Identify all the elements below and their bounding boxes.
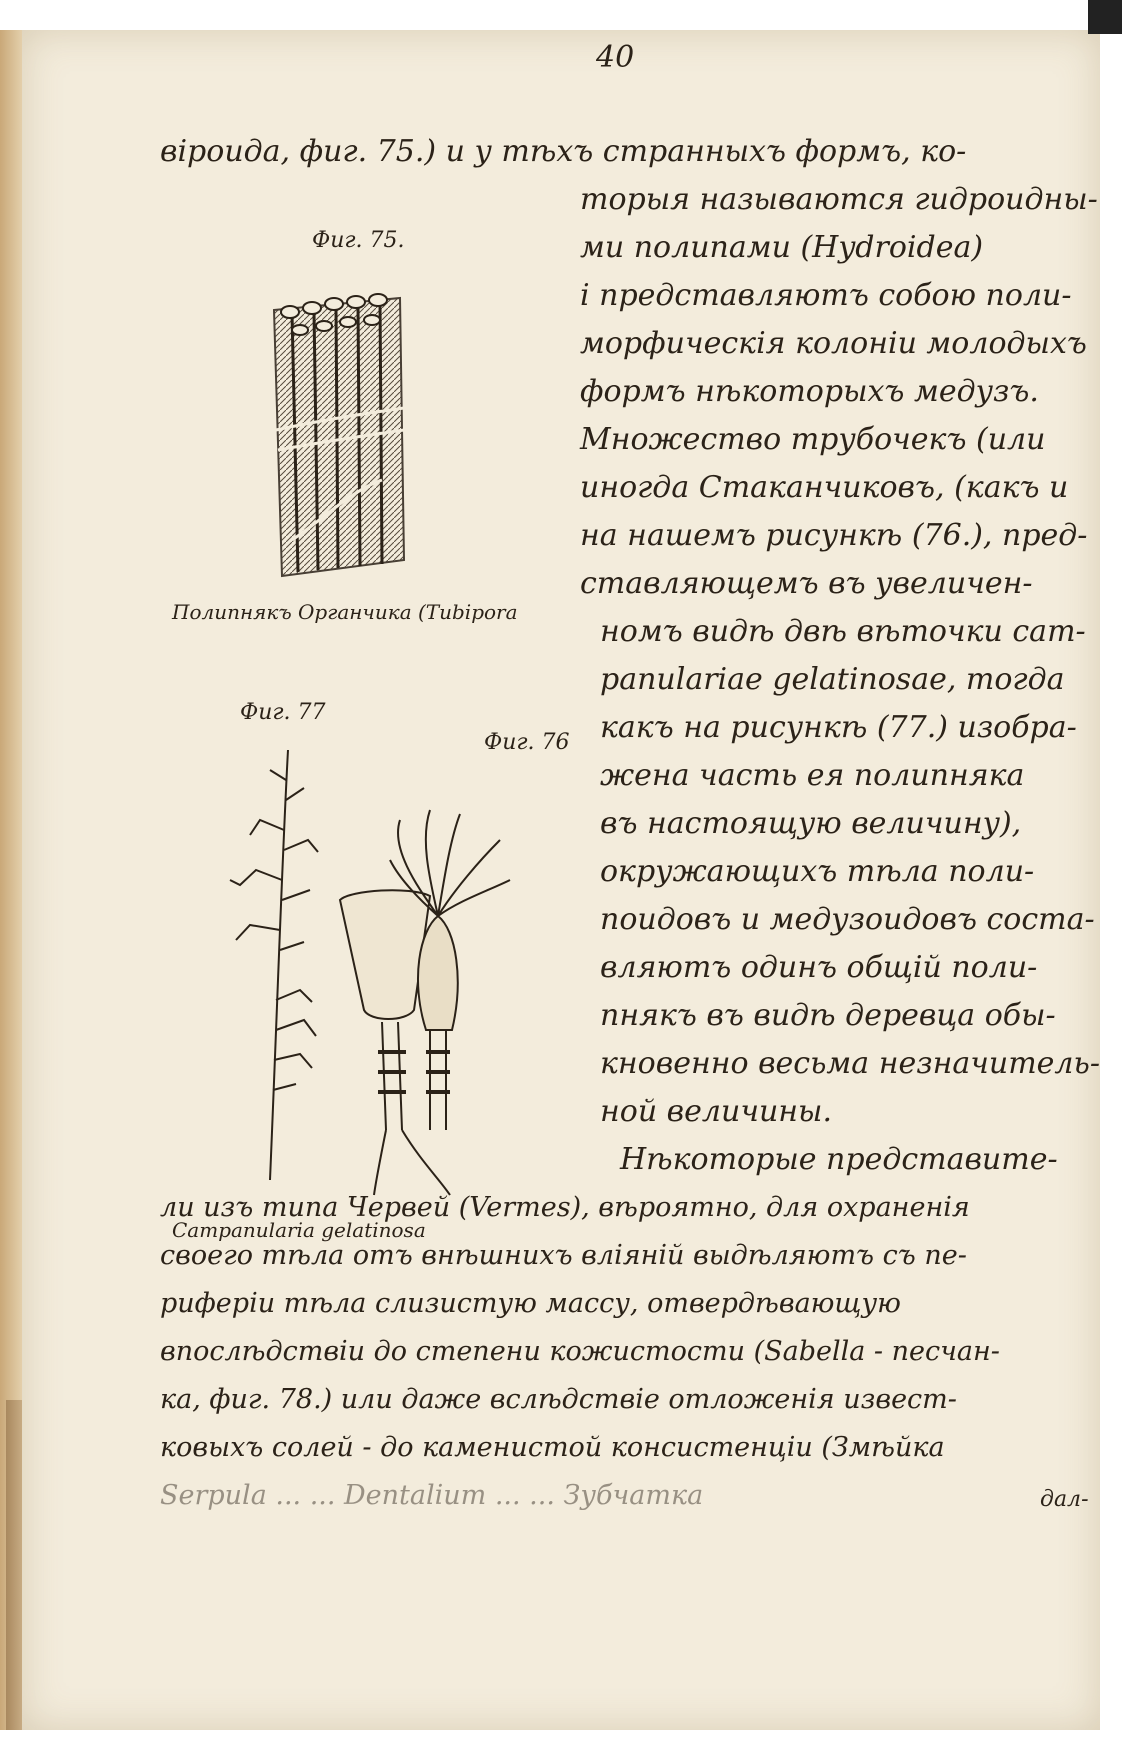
text-line-7: Множество трубочекъ (или: [580, 422, 1046, 457]
text-line-19: пнякъ въ видѣ деревца обы-: [600, 998, 1056, 1033]
text-line-21: ной величины.: [600, 1094, 833, 1129]
fig75-label: Фиг. 75.: [312, 228, 405, 253]
text-line-25: риферіи тѣла слизистую массу, отвердѣвающую: [160, 1288, 901, 1319]
text-line-13: какъ на рисункѣ (77.) изобра-: [600, 710, 1077, 745]
text-line-17: поидовъ и медузоидовъ соста-: [600, 902, 1095, 937]
text-line-1: віроида, фиг. 75.) и у тѣхъ странныхъ формъ, ко-: [160, 134, 967, 169]
text-line-26: впослѣдствіи до степени кожистости (Sabella - песчан-: [160, 1336, 1000, 1367]
fig77-label: Фиг. 77: [240, 700, 326, 725]
text-line-20: кновенно весьма незначитель-: [600, 1046, 1100, 1081]
text-line-18: вляютъ одинъ общій поли-: [600, 950, 1038, 985]
text-line-22: Нѣкоторые представите-: [620, 1142, 1058, 1177]
campanularia-polyp-illustration: [330, 800, 570, 1200]
text-line-29: Serpula ... ... Dentalium ... ... Зубчатка: [160, 1480, 704, 1511]
text-line-12: panulariae gelatinosae, тогда: [600, 662, 1065, 697]
fig76-caption: Campanularia gelatinosa: [172, 1218, 426, 1242]
tubipora-illustration: [262, 290, 412, 580]
text-line-27: ка, фиг. 78.) или даже вслѣдствіе отложенія извест-: [160, 1384, 957, 1415]
text-line-24: своего тѣла отъ внѣшнихъ вліяній выдѣляютъ съ пе-: [160, 1240, 967, 1271]
text-line-30: дал-: [1040, 1487, 1089, 1512]
scan-corner: [1088, 0, 1122, 34]
text-line-3: ми полипами (Hydroidea): [580, 230, 984, 265]
fig76-label: Фиг. 76: [484, 730, 570, 755]
text-line-9: на нашемъ рисункѣ (76.), пред-: [580, 518, 1088, 553]
campanularia-colony-illustration: [200, 740, 340, 1190]
text-line-10: ставляющемъ въ увеличен-: [580, 566, 1033, 601]
page-number: 40: [596, 40, 635, 75]
text-line-15: въ настоящую величину),: [600, 806, 1022, 841]
text-line-28: ковыхъ солей - до каменистой консистенціи (Змѣйка: [160, 1432, 945, 1463]
text-line-8: иногда Стаканчиковъ, (какъ и: [580, 470, 1069, 505]
text-line-2: торыя называются гидроидны-: [580, 182, 1098, 217]
text-line-4: і представляютъ собою поли-: [580, 278, 1072, 313]
fig75-caption: Полипнякъ Органчика (Tubipora: [172, 600, 518, 624]
text-line-6: формъ нѣкоторыхъ медузъ.: [580, 374, 1039, 409]
text-line-11: номъ видѣ двѣ вѣточки cam-: [600, 614, 1086, 649]
text-line-23: ли изъ типа Червей (Vermes), вѣроятно, для охраненія: [160, 1192, 970, 1223]
text-line-16: окружающихъ тѣла поли-: [600, 854, 1035, 889]
text-line-14: жена часть ея полипняка: [600, 758, 1025, 793]
text-line-5: морфическія колоніи молодыхъ: [580, 326, 1087, 361]
